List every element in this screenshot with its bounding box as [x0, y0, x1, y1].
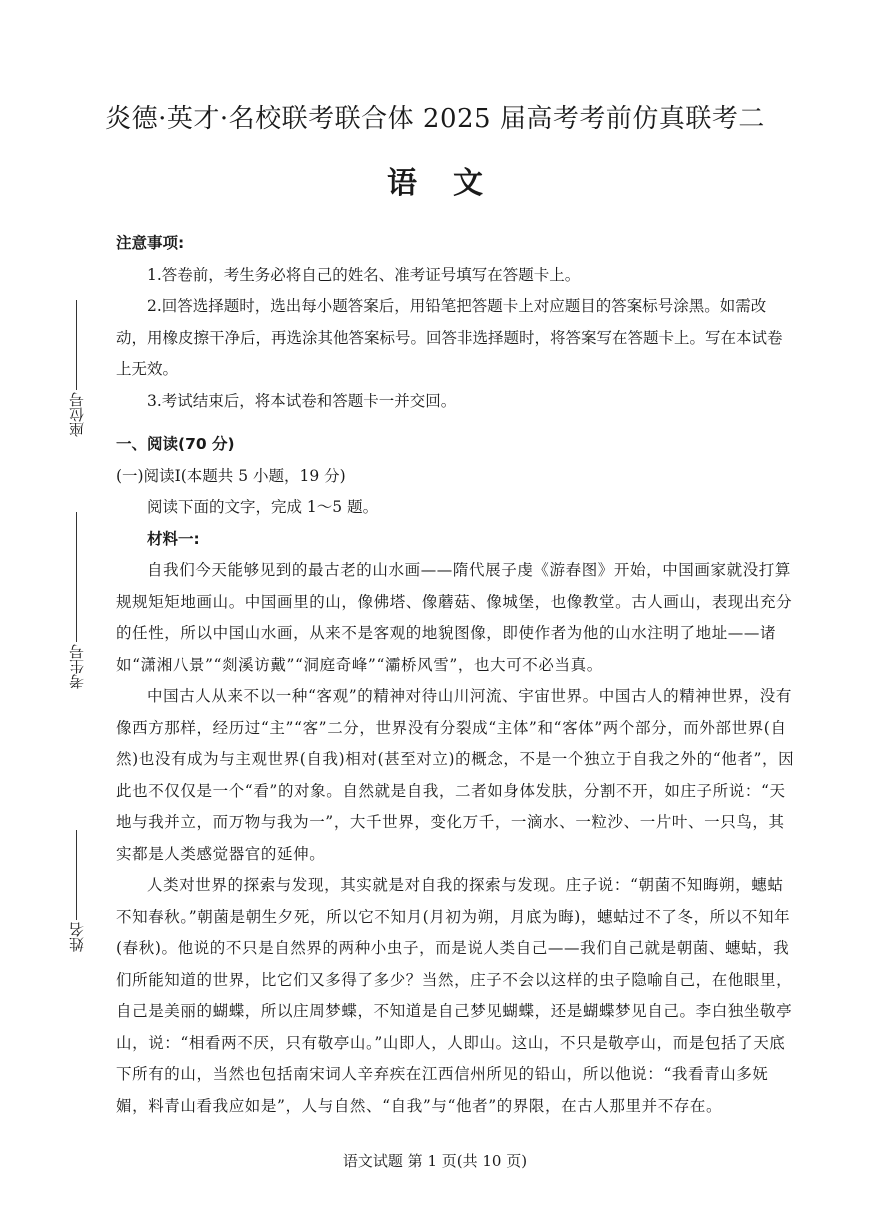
page-content	[116, 228, 796, 1122]
section-instruction: 阅读下面的文字，完成 1～5 题。	[147, 498, 379, 516]
page-footer: 语文试题 第 1 页(共 10 页)	[342, 1152, 528, 1170]
name-label: 姓名	[68, 922, 86, 952]
material-paragraph: 中国古人从来不以一种“客观”的精神对待山川河流、宇宙世界。中国古人的精神世界，没有像西方那样，经历过“主”“客”二分，世界没有分裂成“主体”和“客体”两个部分，而外部世界(自然)也没有成为与主观世界(自我)相对(甚至对立)的概念，不是一个独立于自我之外的“他者”，因此也不仅仅是一个“看”的对象。自然就是自我，二者如身体发肤，分割不开，如庄子所说：“天地与我并立，而万物与我为一”，大千世界，变化万千，一滴水、一粒沙、一片叶、一只鸟，其实都是人类感觉器官的延伸。	[116, 687, 795, 863]
notice-item: 3.考试结束后，将本试卷和答题卡一并交回。	[147, 391, 457, 410]
material-paragraph: 自我们今天能够见到的最古老的山水画——隋代展子虔《游春图》开始，中国画家就没打算规规矩矩地画山。中国画里的山，像佛塔、像蘑菇、像城堡，也像教堂。古人画山，表现出充分的任性，所以中国山水画，从来不是客观的地貌图像，即使作者为他的山水注明了地址——诸如“潇湘八景”“剡溪访戴”“洞庭奇峰”“灞桥风雪”，也大可不必当真。	[116, 561, 793, 674]
exam-title: 炎德·英才·名校联考联合体 2025 届高考考前仿真联考二	[105, 104, 765, 134]
exam-number-field	[66, 512, 87, 689]
material-paragraph: 人类对世界的探索与发现，其实就是对自我的探索与发现。庄子说：“朝菌不知晦朔，蟪蛄不知春秋。”朝菌是朝生夕死，所以它不知月(月初为朔，月底为晦)，蟪蛄过不了冬，所以不知年(春秋)。他说的不只是自然界的两种小虫子，而是说人类自己——我们自己就是朝菌、蟪蛄，我们所能知道的世界，比它们又多得了多少？当然，庄子不会以这样的虫子隐喻自己，在他眼里，自己是美丽的蝴蝶，所以庄周梦蝶，不知道是自己梦见蝴蝶，还是蝴蝶梦见自己。李白独坐敬亭山，说：“相看两不厌，只有敬亭山。”山即人，人即山。这山，不只是敬亭山，而是包括了天底下所有的山，当然也包括南宋词人辛弃疾在江西信州所见的铅山，所以他说：“我看青山多妩媚，料青山看我应如是”，人与自然、“自我”与“他者”的界限，在古人那里并不存在。	[116, 876, 793, 1115]
section-subheading: (一)阅读Ⅰ(本题共 5 小题，19 分)	[116, 466, 346, 485]
name-field	[66, 830, 87, 952]
section-heading: 一、阅读(70 分)	[116, 435, 235, 453]
notice-item: 2.回答选择题时，选出每小题答案后，用铅笔把答题卡上对应题目的答案标号涂黑。如需改动，用橡皮擦干净后，再选涂其他答案标号。回答非选择题时，将答案写在答题卡上。写在本试卷上无效。	[116, 297, 783, 378]
notice-heading: 注意事项:	[116, 234, 185, 252]
name-line	[76, 830, 77, 920]
subject-title: 语文	[387, 166, 519, 201]
notice-item: 1.答卷前，考生务必将自己的姓名、准考证号填写在答题卡上。	[147, 265, 581, 284]
exam-number-label: 考生号	[68, 644, 86, 689]
seat-number-label: 座位号	[68, 392, 86, 437]
seat-number-line	[76, 300, 77, 390]
seat-number-field	[66, 300, 87, 437]
material-label: 材料一:	[147, 529, 200, 548]
exam-number-line	[76, 512, 77, 642]
